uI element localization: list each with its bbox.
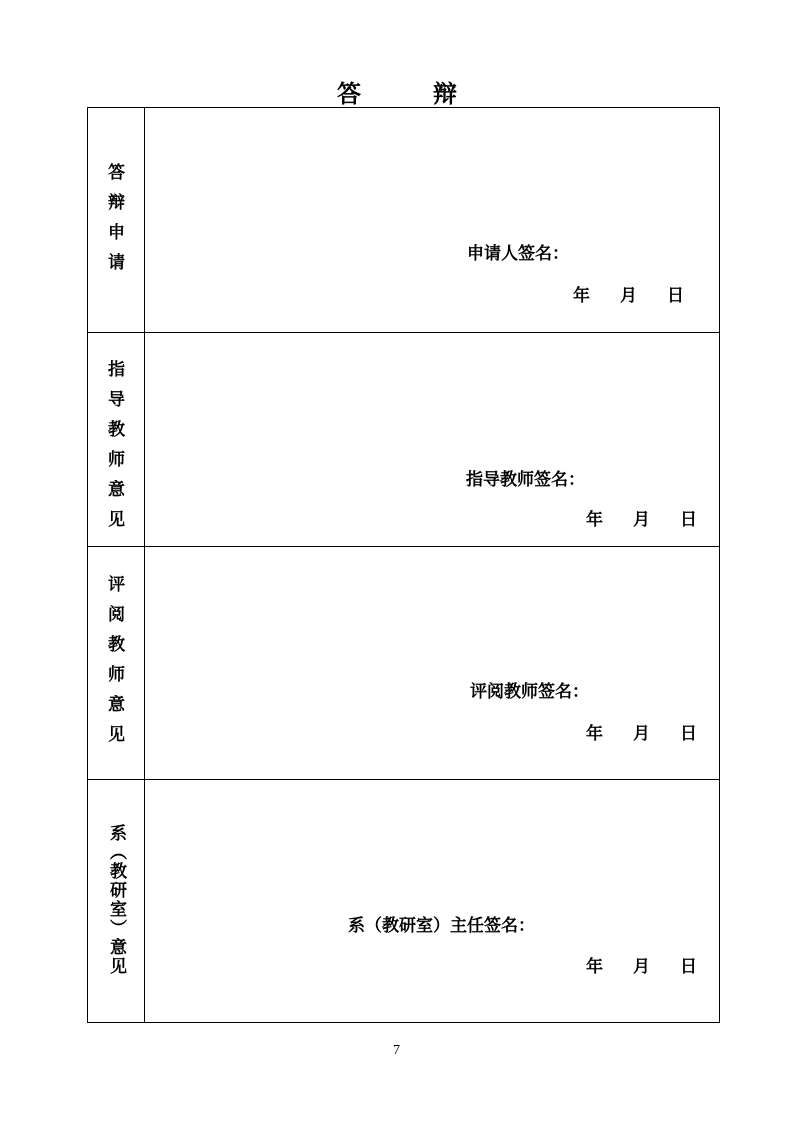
label-reviewer-opinion: 评 阅 教 师 意 见 xyxy=(108,575,125,745)
date-year-label: 年 xyxy=(586,510,603,530)
label-cell-advisor-opinion xyxy=(88,333,145,546)
department-head-signature-label: 系（教研室）主任签名： xyxy=(348,916,535,936)
date-day-label: 日 xyxy=(680,724,697,744)
date-day-label: 日 xyxy=(680,510,697,530)
content-cell-advisor-opinion[interactable] xyxy=(145,333,719,546)
label-cell-defense-application xyxy=(88,108,145,332)
date-month-label: 月 xyxy=(633,724,650,744)
date-month-label: 月 xyxy=(620,286,637,306)
label-advisor-opinion: 指 导 教 师 意 见 xyxy=(108,360,125,530)
section-reviewer-opinion xyxy=(88,546,719,779)
page-number: 7 xyxy=(393,1043,400,1058)
label-cell-reviewer-opinion xyxy=(88,547,145,779)
content-cell-department-opinion[interactable] xyxy=(145,780,719,1022)
defense-form-table xyxy=(87,107,720,1023)
content-cell-defense-application[interactable] xyxy=(145,108,719,332)
title-char-2: 辩 xyxy=(433,80,457,108)
title-char-1: 答 xyxy=(337,80,361,108)
section-advisor-opinion xyxy=(88,332,719,546)
section-defense-application xyxy=(88,108,719,332)
label-cell-department-opinion xyxy=(88,780,145,1022)
reviewer-signature-label: 评阅教师签名： xyxy=(470,682,589,702)
date-year-label: 年 xyxy=(586,724,603,744)
date-day-label: 日 xyxy=(680,957,697,977)
date-year-label: 年 xyxy=(573,286,590,306)
date-year-label: 年 xyxy=(586,957,603,977)
label-defense-application: 答 辩 申 请 xyxy=(108,163,125,273)
content-cell-reviewer-opinion[interactable] xyxy=(145,547,719,779)
date-day-label: 日 xyxy=(667,286,684,306)
label-department-opinion: 系（教研室）意见 xyxy=(106,824,126,976)
date-month-label: 月 xyxy=(633,510,650,530)
section-department-opinion xyxy=(88,779,719,1022)
advisor-signature-label: 指导教师签名： xyxy=(466,470,585,490)
date-month-label: 月 xyxy=(633,957,650,977)
applicant-signature-label: 申请人签名： xyxy=(467,244,569,264)
